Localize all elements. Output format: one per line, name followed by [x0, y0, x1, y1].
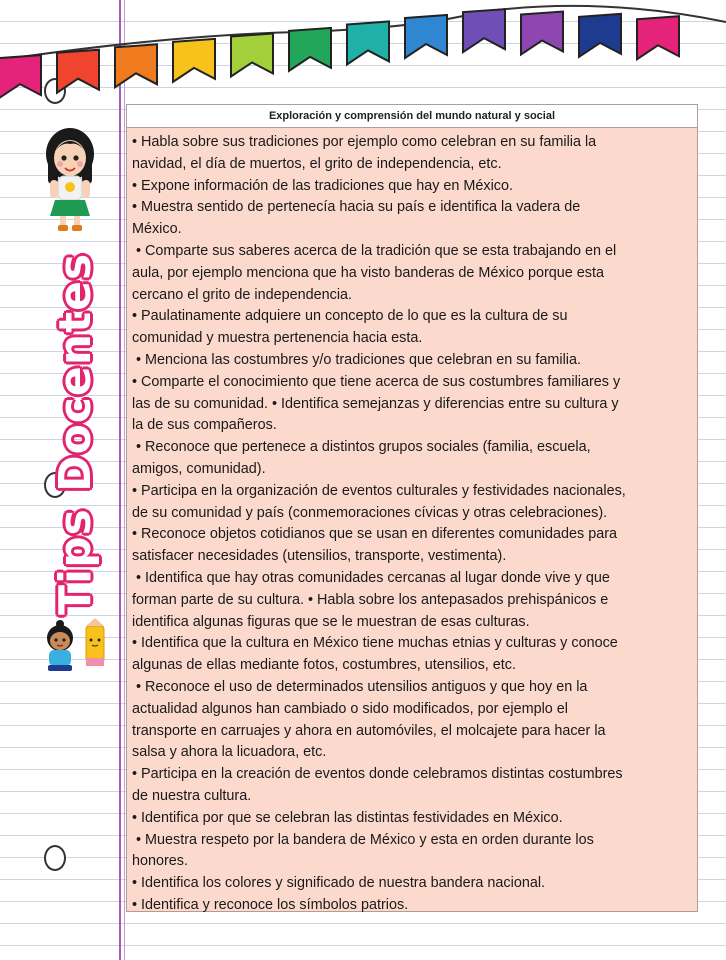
- pennant-bunting: [0, 0, 726, 100]
- girl-illustration: [40, 124, 100, 236]
- text-line: transporte en carruajes y ahora en automóviles, el molcajete para hacer la: [132, 722, 606, 739]
- content-panel: [126, 104, 698, 912]
- text-line: algunas de ellas mediante fotos, costumbres, utensilios, etc.: [132, 657, 516, 674]
- text-line: • Expone información de las tradiciones que hay en México.: [132, 177, 514, 194]
- pennant-flag: [521, 12, 563, 55]
- side-title-tips-docentes: Tips Docentes: [50, 252, 101, 615]
- text-line: • Paulatinamente adquiere un concepto de lo que es la cultura de su: [132, 308, 568, 325]
- text-line: • Comparte el conocimiento que tiene acerca de sus costumbres familiares y: [132, 373, 621, 390]
- document-title: Exploración y comprensión del mundo natural y social: [127, 105, 697, 128]
- pennant-flag: [289, 28, 331, 71]
- text-line: • Identifica los colores y significado de nuestra bandera nacional.: [132, 875, 546, 892]
- text-line: México.: [132, 221, 182, 238]
- text-line: • Reconoce objetos cotidianos que se usan en diferentes comunidades para: [132, 526, 618, 543]
- pennant-flag: [463, 9, 505, 52]
- pennant-flag: [57, 50, 99, 93]
- text-line: • Participa en la creación de eventos donde celebramos distintas costumbres: [132, 766, 623, 783]
- text-line: cercano el grito de independencia.: [132, 286, 353, 303]
- text-line: comunidad y muestra pertenencia hacia esta.: [132, 330, 423, 347]
- text-line: navidad, el día de muertos, el grito de independencia, etc.: [132, 155, 502, 172]
- text-line: satisfacer necesidades (utensilios, transporte, vestimenta).: [132, 548, 507, 565]
- pennant-flag: [405, 15, 447, 58]
- text-line: identifica algunas figuras que se le muestran de esas culturas.: [132, 613, 530, 630]
- text-line: honores.: [132, 853, 189, 870]
- text-line: forman parte de su cultura. • Habla sobre los antepasados prehispánicos e: [132, 591, 609, 608]
- text-line: • Menciona las costumbres y/o tradiciones que celebran en su familia.: [132, 351, 581, 368]
- text-line: salsa y ahora la licuadora, etc.: [132, 744, 327, 761]
- text-line: actualidad algunos han cambiado o sido modificados, por ejemplo el: [132, 700, 568, 717]
- text-line: amigos, comunidad).: [132, 460, 266, 477]
- text-line: • Habla sobre sus tradiciones por ejemplo como celebran en su familia la: [132, 134, 597, 150]
- pennant-flag: [347, 21, 389, 64]
- text-line: aula, por ejemplo menciona que ha visto banderas de México porque esta: [132, 264, 604, 281]
- text-line: • Reconoce el uso de determinados utensilios antiguos y que hoy en la: [132, 678, 588, 695]
- text-line: la de sus compañeros.: [132, 417, 277, 434]
- notebook-margin-line: [119, 0, 121, 960]
- kid-with-pencil-illustration: [40, 618, 114, 674]
- text-line: • Identifica por que se celebran las distintas festividades en México.: [132, 809, 563, 826]
- binder-hole: [44, 845, 66, 871]
- pennant-flag: [0, 55, 41, 98]
- text-line: • Participa en la organización de eventos culturales y festividades nacionales,: [132, 482, 626, 499]
- text-line: • Identifica que la cultura en México tiene muchas etnias y culturas y conoce: [132, 635, 618, 652]
- text-line: • Reconoce que pertenece a distintos grupos sociales (familia, escuela,: [132, 439, 591, 456]
- text-line: • Identifica que hay otras comunidades cercanas al lugar donde vive y que: [132, 569, 610, 586]
- text-line: • Muestra respeto por la bandera de México y esta en orden durante los: [132, 831, 594, 848]
- pennant-flag: [637, 16, 679, 59]
- text-line: las de su comunidad. • Identifica semejanzas y diferencias entre su cultura y: [132, 395, 619, 412]
- pennant-flag: [579, 14, 621, 57]
- text-line: de nuestra cultura.: [132, 787, 252, 804]
- bullet-list: [127, 128, 697, 917]
- pennant-flag: [115, 44, 157, 87]
- text-line: • Muestra sentido de pertenecía hacia su país e identifica la vadera de: [132, 199, 581, 216]
- text-line: de su comunidad y país (conmemoraciones cívicas y otras celebraciones).: [132, 504, 608, 521]
- text-line: • Identifica y reconoce los símbolos patrios.: [132, 896, 409, 913]
- notebook-margin-line-inner: [124, 0, 125, 960]
- text-line: • Comparte sus saberes acerca de la tradición que se esta trabajando en el: [132, 242, 617, 259]
- pennant-flag: [173, 39, 215, 82]
- pennant-flag: [231, 33, 273, 76]
